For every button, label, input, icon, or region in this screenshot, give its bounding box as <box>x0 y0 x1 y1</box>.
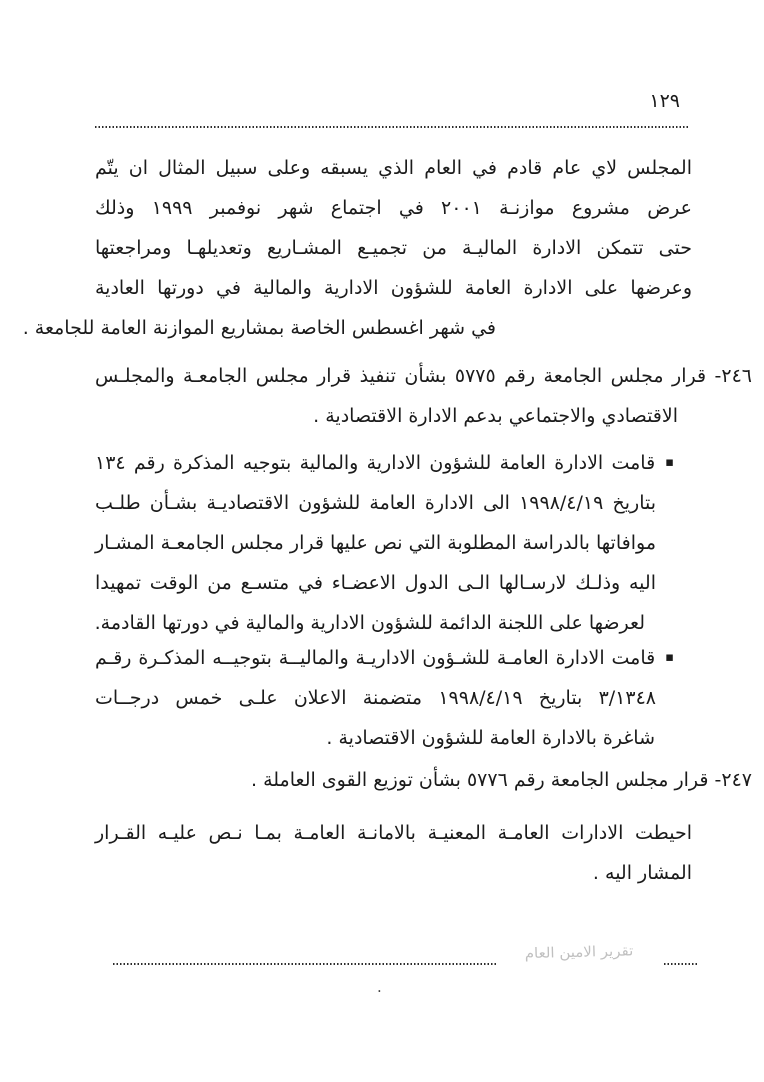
footer-divider-short <box>664 963 697 965</box>
paragraph-line: في شهر اغسطس الخاصة بمشاريع الموازنة العامة للجامعة . <box>22 317 496 339</box>
item-line: ٢٤٧- قرار مجلس الجامعة رقم ٥٧٧٦ بشأن توزيع القوى العاملة . <box>251 769 752 791</box>
bullet-line <box>95 443 692 483</box>
bullet-square-icon: ▪ <box>665 650 674 665</box>
bullet-item-2 <box>95 638 692 758</box>
page-body <box>22 0 752 1082</box>
paragraph-line: حتى تتمكن الادارة الماليـة من تجميـع المشـاريع وتعديلهـا ومراجعتها <box>95 237 692 259</box>
numbered-item-247 <box>95 760 752 800</box>
bullet-text: ٣/١٣٤٨ بتاريخ ١٩٩٨/٤/١٩ متضمنة الاعلان علـى خمس درجــات <box>95 687 656 709</box>
bullet-text: موافاتها بالدراسة المطلوبة التي نص عليها قرار مجلس الجامعـة المشـار <box>95 532 656 554</box>
bullet-text: اليه وذلـك لارسـالها الـى الدول الاعضـاء في متسـع من الوقت تمهيدا <box>95 572 656 594</box>
item-line: ٢٤٦- قرار مجلس الجامعة رقم ٥٧٧٥ بشأن تنفيذ قرار مجلس الجامعـة والمجلـس <box>95 365 752 387</box>
page-number: ١٢٩ <box>649 90 680 112</box>
bullet-line <box>95 638 692 678</box>
item-line: الاقتصادي والاجتماعي بدعم الادارة الاقتصادية . <box>313 405 678 427</box>
footer-center-dot: . <box>377 978 382 996</box>
paragraph-line: احيطت الادارات العامـة المعنيـة بالامانـة العامـة بمـا نـص عليـه القـرار <box>95 822 692 844</box>
bullet-text: قامت الادارة العامـة للشـؤون الاداريـة والماليــة بتوجيــه المذكـرة رقـم <box>95 647 656 669</box>
paragraph-line: المجلس لاي عام قادم في العام الذي يسبقه وعلى سبيل المثال ان يتّم <box>95 157 692 179</box>
paragraph-line: وعرضها على الادارة العامة للشؤون الادارية والمالية في دورتها العادية <box>95 277 692 299</box>
bullet-text: شاغرة بالادارة العامة للشؤون الاقتصادية . <box>326 727 655 749</box>
numbered-item-246 <box>95 356 752 436</box>
footer-divider <box>113 963 497 965</box>
paragraph-line: عرض مشروع موازنـة ٢٠٠١ في اجتماع شهر نوفمبر ١٩٩٩ وذلك <box>95 197 692 219</box>
bullet-square-icon: ▪ <box>665 455 674 470</box>
paragraph-line: المشار اليه . <box>592 862 692 884</box>
bullet-text: بتاريخ ١٩٩٨/٤/١٩ الى الادارة العامة للشؤون الاقتصاديـة بشـأن طلـب <box>95 492 657 514</box>
bullet-text: لعرضها على اللجنة الدائمة للشؤون الادارية والمالية في دورتها القادمة. <box>94 612 645 634</box>
bullet-text: قامت الادارة العامة للشؤون الادارية والمالية بتوجيه المذكرة رقم ١٣٤ <box>95 452 656 474</box>
closing-paragraph <box>95 813 692 893</box>
bullet-item-1 <box>95 443 692 643</box>
footer-bleedthrough-script: تقرير الامين العام <box>524 942 634 962</box>
intro-paragraph <box>22 148 692 348</box>
